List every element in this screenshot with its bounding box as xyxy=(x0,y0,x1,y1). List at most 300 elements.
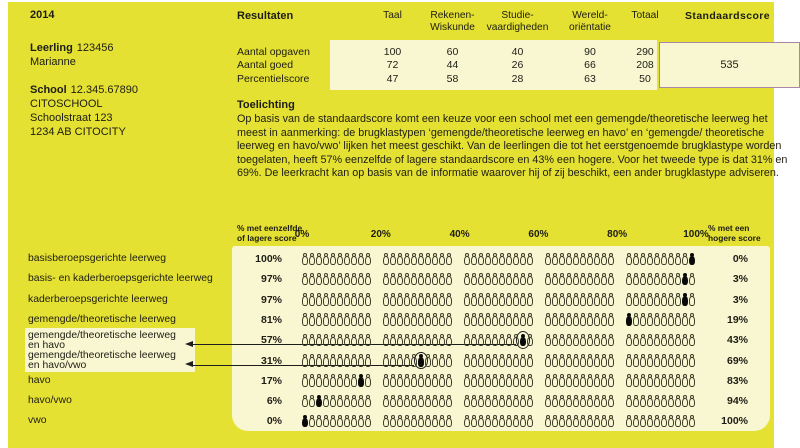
person-icon xyxy=(485,415,492,428)
person-icon xyxy=(390,273,397,286)
person-icon xyxy=(594,374,601,387)
results-value: 208 xyxy=(636,59,654,72)
person-icon xyxy=(594,415,601,428)
results-value: 47 xyxy=(386,72,399,85)
person-icon xyxy=(492,293,499,306)
person-icon xyxy=(668,334,675,347)
person-icon xyxy=(390,374,397,387)
person-icon xyxy=(344,334,351,347)
person-icon xyxy=(439,273,446,286)
icon-group xyxy=(545,313,615,326)
chart-row-label: gemengde/theoretische leerweg en havo xyxy=(28,329,176,351)
chart-row-label: gemengde/theoretische leerweg xyxy=(28,313,176,325)
person-icon xyxy=(601,374,608,387)
person-icon xyxy=(633,395,640,408)
icon-group xyxy=(383,374,453,387)
person-icon xyxy=(383,354,390,367)
results-value: 100 xyxy=(383,46,402,58)
person-icon xyxy=(573,374,580,387)
results-column-header: Wereld- oriëntatie xyxy=(569,10,611,33)
person-icon xyxy=(337,374,344,387)
person-icon xyxy=(545,395,552,408)
person-icon xyxy=(316,334,323,347)
person-icon xyxy=(390,415,397,428)
student-marker-icon xyxy=(302,415,309,428)
person-icon xyxy=(390,395,397,408)
icon-field xyxy=(302,354,696,367)
results-value: 72 xyxy=(386,59,399,72)
person-icon xyxy=(633,273,640,286)
chart-row-label: basis- en kaderberoepsgerichte leerweg xyxy=(28,273,213,285)
person-icon xyxy=(527,395,534,408)
person-icon xyxy=(316,374,323,387)
person-icon xyxy=(390,354,397,367)
person-icon xyxy=(425,253,432,266)
results-value: 66 xyxy=(584,59,596,72)
person-icon xyxy=(323,293,330,306)
x-axis-tick: 80% xyxy=(607,229,628,240)
person-icon xyxy=(654,374,661,387)
person-icon xyxy=(668,293,675,306)
person-icon xyxy=(601,415,608,428)
person-icon xyxy=(439,374,446,387)
x-axis-tick: 100% xyxy=(683,229,709,240)
person-icon xyxy=(545,273,552,286)
person-icon xyxy=(527,334,534,347)
icon-field xyxy=(302,273,696,286)
higher-percent: 43% xyxy=(726,334,748,347)
person-icon xyxy=(478,354,485,367)
person-icon xyxy=(464,415,471,428)
icon-group xyxy=(545,354,615,367)
icon-field xyxy=(302,374,696,387)
icon-field xyxy=(302,313,696,326)
person-icon xyxy=(668,374,675,387)
person-icon xyxy=(626,354,633,367)
person-icon xyxy=(640,313,647,326)
person-icon xyxy=(527,273,534,286)
person-icon xyxy=(337,293,344,306)
person-icon xyxy=(640,354,647,367)
person-icon xyxy=(626,415,633,428)
person-icon xyxy=(626,334,633,347)
person-icon xyxy=(633,293,640,306)
person-icon xyxy=(499,293,506,306)
lower-percent: 6% xyxy=(266,395,282,408)
person-icon xyxy=(580,293,587,306)
person-icon xyxy=(397,334,404,347)
person-icon xyxy=(492,415,499,428)
person-icon xyxy=(383,334,390,347)
person-icon xyxy=(601,253,608,266)
person-icon xyxy=(668,313,675,326)
person-icon xyxy=(580,334,587,347)
person-icon xyxy=(432,273,439,286)
person-icon xyxy=(587,313,594,326)
chart-row xyxy=(232,411,770,431)
results-column-headers xyxy=(360,10,665,33)
person-icon xyxy=(330,334,337,347)
person-icon xyxy=(383,253,390,266)
person-icon xyxy=(302,354,309,367)
person-icon xyxy=(337,253,344,266)
person-icon xyxy=(478,334,485,347)
person-icon xyxy=(344,253,351,266)
person-icon xyxy=(499,273,506,286)
person-icon xyxy=(302,395,309,408)
person-icon xyxy=(446,273,453,286)
person-icon xyxy=(418,293,425,306)
person-icon xyxy=(464,395,471,408)
higher-percent: 94% xyxy=(726,395,748,408)
person-icon xyxy=(351,415,358,428)
toelichting-title: Toelichting xyxy=(237,99,295,111)
person-icon xyxy=(675,374,682,387)
person-icon xyxy=(513,313,520,326)
left-axis-label: % met eenzelfde of lagere score xyxy=(237,223,303,243)
person-icon xyxy=(425,374,432,387)
right-axis-label: % met een hogere score xyxy=(708,223,761,243)
person-icon xyxy=(383,293,390,306)
student-info xyxy=(30,8,138,153)
person-icon xyxy=(647,374,654,387)
person-icon xyxy=(647,253,654,266)
person-icon xyxy=(351,354,358,367)
person-icon xyxy=(302,273,309,286)
person-icon xyxy=(527,354,534,367)
icon-group xyxy=(545,374,615,387)
person-icon xyxy=(365,293,372,306)
person-icon xyxy=(513,354,520,367)
person-icon xyxy=(608,273,615,286)
person-icon xyxy=(580,354,587,367)
icon-group xyxy=(626,253,696,266)
person-icon xyxy=(492,313,499,326)
x-axis-tick: 20% xyxy=(370,229,391,240)
person-icon xyxy=(344,374,351,387)
student-marker-icon xyxy=(358,374,365,387)
lower-percent: 0% xyxy=(266,415,282,428)
person-icon xyxy=(344,313,351,326)
person-icon xyxy=(485,253,492,266)
results-value: 40 xyxy=(511,46,524,58)
icon-field xyxy=(302,253,696,266)
icon-group xyxy=(626,354,696,367)
person-icon xyxy=(471,273,478,286)
person-icon xyxy=(506,395,513,408)
person-icon xyxy=(471,415,478,428)
person-icon xyxy=(626,374,633,387)
person-icon xyxy=(668,354,675,367)
person-icon xyxy=(418,415,425,428)
person-icon xyxy=(390,334,397,347)
person-icon xyxy=(411,273,418,286)
student-marker-icon xyxy=(626,313,633,326)
person-icon xyxy=(478,313,485,326)
person-icon xyxy=(661,313,668,326)
chart-row xyxy=(232,391,770,411)
person-icon xyxy=(608,293,615,306)
person-icon xyxy=(594,354,601,367)
person-icon xyxy=(358,334,365,347)
person-icon xyxy=(513,273,520,286)
icon-group xyxy=(626,293,696,306)
person-icon xyxy=(309,415,316,428)
person-icon xyxy=(675,293,682,306)
higher-percent: 69% xyxy=(726,354,748,367)
person-icon xyxy=(601,293,608,306)
icon-group xyxy=(464,354,534,367)
person-icon xyxy=(411,253,418,266)
person-icon xyxy=(432,253,439,266)
lower-percent: 17% xyxy=(260,374,282,387)
student-name: Marianne xyxy=(30,56,76,68)
person-icon xyxy=(499,374,506,387)
person-icon xyxy=(545,334,552,347)
person-icon xyxy=(464,253,471,266)
person-icon xyxy=(492,395,499,408)
person-icon xyxy=(608,395,615,408)
icon-group xyxy=(626,395,696,408)
person-icon xyxy=(439,313,446,326)
person-icon xyxy=(633,374,640,387)
person-icon xyxy=(559,293,566,306)
person-icon xyxy=(316,293,323,306)
person-icon xyxy=(587,253,594,266)
higher-percent: 19% xyxy=(726,313,748,326)
person-icon xyxy=(668,273,675,286)
student-id: 123456 xyxy=(76,42,114,54)
person-icon xyxy=(383,395,390,408)
person-icon xyxy=(587,334,594,347)
person-icon xyxy=(432,334,439,347)
person-icon xyxy=(492,334,499,347)
person-icon xyxy=(439,415,446,428)
person-icon xyxy=(675,253,682,266)
person-icon xyxy=(499,313,506,326)
person-icon xyxy=(608,334,615,347)
person-icon xyxy=(390,313,397,326)
person-icon xyxy=(330,354,337,367)
x-axis-tick: 40% xyxy=(449,229,470,240)
person-icon xyxy=(633,415,640,428)
toelichting-text: Op basis van de standaardscore komt een keuze voor een school met een gemengde/theoretische leerweg het meest in aanmerking: de brugklastypen ‘gemengde/theoretische leerweg en havo’ en ‘gemengde/ theoretische leerweg en havo/vwo’ lijken het meest geschikt. Van de leerlingen die tot het eerstgenoemde brugklastype worden toegelaten, heeft 57% eenzelfde of lagere standaardscore en 43% een hogere. Voor het tweede type is dat 31% en 69%. De leerkracht kan op basis van de informatie waarover hij of zij beschikt, een ander brugklastype adviseren. xyxy=(237,113,788,180)
school-name: CITOSCHOOL xyxy=(30,98,103,110)
higher-percent: 100% xyxy=(721,415,748,428)
icon-group xyxy=(302,334,372,347)
person-icon xyxy=(485,313,492,326)
person-icon xyxy=(661,334,668,347)
person-icon xyxy=(566,374,573,387)
person-icon xyxy=(309,313,316,326)
icon-group xyxy=(464,273,534,286)
x-axis-tick: 60% xyxy=(528,229,549,240)
chart-row-label: kaderberoepsgerichte leerweg xyxy=(28,293,168,305)
person-icon xyxy=(425,354,432,367)
person-icon xyxy=(446,354,453,367)
person-icon xyxy=(654,253,661,266)
person-icon xyxy=(506,415,513,428)
person-icon xyxy=(432,395,439,408)
person-icon xyxy=(499,415,506,428)
chart-row xyxy=(232,351,770,371)
person-icon xyxy=(587,273,594,286)
person-icon xyxy=(365,253,372,266)
icon-group xyxy=(302,253,372,266)
person-icon xyxy=(425,293,432,306)
person-icon xyxy=(594,253,601,266)
standaardscore-value: 535 xyxy=(720,59,739,71)
person-icon xyxy=(580,253,587,266)
person-icon xyxy=(404,395,411,408)
person-icon xyxy=(640,273,647,286)
person-icon xyxy=(654,395,661,408)
person-icon xyxy=(633,313,640,326)
person-icon xyxy=(513,415,520,428)
icon-group xyxy=(383,293,453,306)
person-icon xyxy=(608,354,615,367)
icon-group xyxy=(383,415,453,428)
person-icon xyxy=(330,313,337,326)
person-icon xyxy=(309,334,316,347)
person-icon xyxy=(640,374,647,387)
person-icon xyxy=(323,253,330,266)
person-icon xyxy=(640,415,647,428)
person-icon xyxy=(302,253,309,266)
icon-group xyxy=(302,374,372,387)
person-icon xyxy=(337,313,344,326)
person-icon xyxy=(309,273,316,286)
person-icon xyxy=(330,293,337,306)
person-icon xyxy=(358,395,365,408)
person-icon xyxy=(471,253,478,266)
person-icon xyxy=(344,354,351,367)
person-icon xyxy=(323,354,330,367)
person-icon xyxy=(520,374,527,387)
person-icon xyxy=(478,395,485,408)
person-icon xyxy=(432,313,439,326)
chart-row xyxy=(232,290,770,310)
chart-row xyxy=(232,371,770,391)
person-icon xyxy=(330,374,337,387)
person-icon xyxy=(358,354,365,367)
person-icon xyxy=(471,334,478,347)
icon-group xyxy=(383,395,453,408)
person-icon xyxy=(573,354,580,367)
person-icon xyxy=(446,415,453,428)
person-icon xyxy=(351,395,358,408)
person-icon xyxy=(471,313,478,326)
person-icon xyxy=(647,313,654,326)
person-icon xyxy=(446,253,453,266)
person-icon xyxy=(601,395,608,408)
person-icon xyxy=(545,415,552,428)
person-icon xyxy=(358,293,365,306)
person-icon xyxy=(358,415,365,428)
person-icon xyxy=(506,374,513,387)
results-column-header: Rekenen- Wiskunde xyxy=(430,10,475,33)
results-value: 290 xyxy=(636,46,654,58)
person-icon xyxy=(344,293,351,306)
person-icon xyxy=(351,313,358,326)
person-icon xyxy=(432,293,439,306)
person-icon xyxy=(464,354,471,367)
person-icon xyxy=(446,313,453,326)
icon-field xyxy=(302,334,696,347)
person-icon xyxy=(499,395,506,408)
person-icon xyxy=(397,293,404,306)
person-icon xyxy=(601,354,608,367)
person-icon xyxy=(404,374,411,387)
person-icon xyxy=(478,273,485,286)
person-icon xyxy=(302,313,309,326)
person-icon xyxy=(404,415,411,428)
person-icon xyxy=(471,395,478,408)
person-icon xyxy=(661,253,668,266)
person-icon xyxy=(337,354,344,367)
person-icon xyxy=(626,273,633,286)
person-icon xyxy=(552,395,559,408)
results-column-header: Taal xyxy=(383,10,402,21)
person-icon xyxy=(411,374,418,387)
person-icon xyxy=(492,374,499,387)
person-icon xyxy=(573,313,580,326)
person-icon xyxy=(594,293,601,306)
person-icon xyxy=(404,293,411,306)
lower-percent: 57% xyxy=(260,334,282,347)
person-icon xyxy=(383,374,390,387)
person-icon xyxy=(383,313,390,326)
icon-group xyxy=(464,253,534,266)
person-icon xyxy=(358,273,365,286)
person-icon xyxy=(608,415,615,428)
person-icon xyxy=(654,334,661,347)
person-icon xyxy=(418,313,425,326)
school-street: Schoolstraat 123 xyxy=(30,112,113,124)
higher-percent: 83% xyxy=(726,374,748,387)
icon-field xyxy=(302,415,696,428)
icon-group xyxy=(626,415,696,428)
person-icon xyxy=(647,273,654,286)
person-icon xyxy=(351,374,358,387)
person-icon xyxy=(323,273,330,286)
icon-group xyxy=(626,374,696,387)
person-icon xyxy=(608,313,615,326)
person-icon xyxy=(411,415,418,428)
person-icon xyxy=(397,415,404,428)
school-label: School xyxy=(30,84,67,96)
icon-group xyxy=(302,293,372,306)
higher-percent: 3% xyxy=(732,273,748,286)
person-icon xyxy=(464,313,471,326)
results-row-label: Percentielscore xyxy=(237,72,310,85)
person-icon xyxy=(323,313,330,326)
chart-row-label: havo xyxy=(28,374,51,386)
person-icon xyxy=(573,253,580,266)
icon-group xyxy=(545,395,615,408)
person-icon xyxy=(552,354,559,367)
results-column-header: Totaal xyxy=(631,10,659,21)
person-icon xyxy=(668,253,675,266)
person-icon xyxy=(397,253,404,266)
chart-row xyxy=(232,249,770,269)
person-icon xyxy=(566,415,573,428)
person-icon xyxy=(425,313,432,326)
person-icon xyxy=(506,354,513,367)
person-icon xyxy=(492,354,499,367)
person-icon xyxy=(594,313,601,326)
person-icon xyxy=(330,415,337,428)
